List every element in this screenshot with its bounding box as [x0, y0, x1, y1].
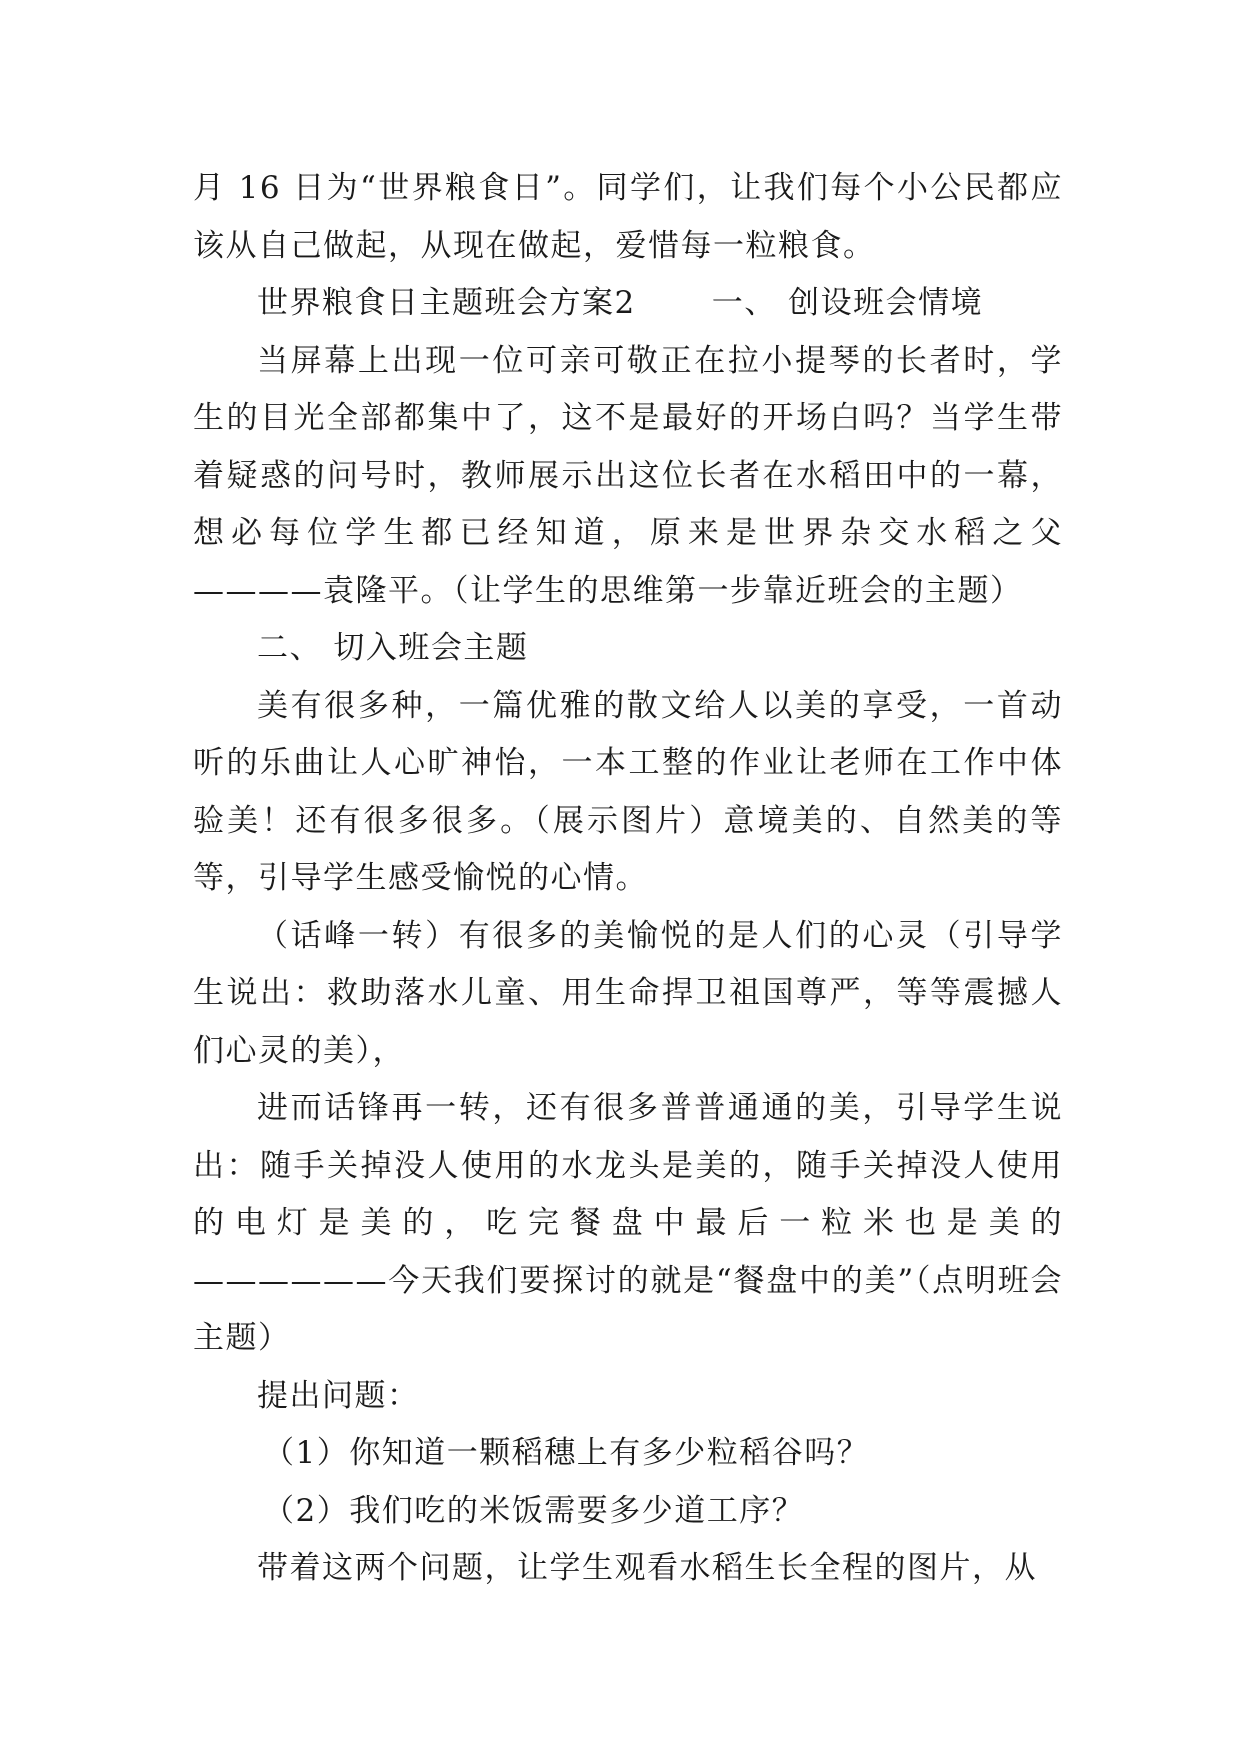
section-heading-1: 一、 创设班会情境	[711, 285, 984, 321]
plan-title: 世界粮食日主题班会方案2	[257, 285, 636, 321]
paragraph-ordinary-beauty: 进而话锋再一转，还有很多普普通通的美，引导学生说出：随手关掉没人使用的水龙头是美的，随手关掉没人使用的电灯是美的，吃完餐盘中最后一粒米也是美的——————今天我们要探讨的就是“餐盘中的美”（点明班会主题）	[193, 1090, 1063, 1356]
question-item-2: （2）我们吃的米饭需要多少道工序？	[263, 1492, 805, 1529]
paragraph-turn: （话峰一转）有很多的美愉悦的是人们的心灵（引导学生说出：救助落水儿童、用生命捍卫祖国尊严，等等震撼人们心灵的美），	[193, 917, 1063, 1069]
section-heading-line	[193, 275, 1063, 333]
section-heading-2: 二、 切入班会主题	[257, 630, 529, 666]
paragraph-questions-intro: 提出问题：	[257, 1377, 420, 1414]
paragraph-scene: 当屏幕上出现一位可亲可敬正在拉小提琴的长者时，学生的目光全部都集中了，这不是最好的开场白吗？当学生带着疑惑的问号时，教师展示出这位长者在水稻田中的一幕，想必每位学生都已经知道，原来是世界杂交水稻之父————袁隆平。（让学生的思维第一步靠近班会的主题）	[193, 342, 1063, 609]
paragraph-beauty: 美有很多种，一篇优雅的散文给人以美的享受，一首动听的乐曲让人心旷神怡，一本工整的作业让老师在工作中体验美！还有很多很多。（展示图片）意境美的、自然美的等等，引导学生感受愉悦的心情。	[193, 687, 1063, 896]
paragraph-continuation: 月 16 日为“世界粮食日”。同学们，让我们每个小公民都应该从自己做起，从现在做起，爱惜每一粒粮食。	[193, 170, 1063, 264]
document-body	[193, 160, 1063, 1598]
question-item-1: （1）你知道一颗稻穗上有多少粒稻谷吗？	[263, 1435, 870, 1471]
paragraph-watch-images: 带着这两个问题，让学生观看水稻生长全程的图片，从	[257, 1550, 1037, 1586]
